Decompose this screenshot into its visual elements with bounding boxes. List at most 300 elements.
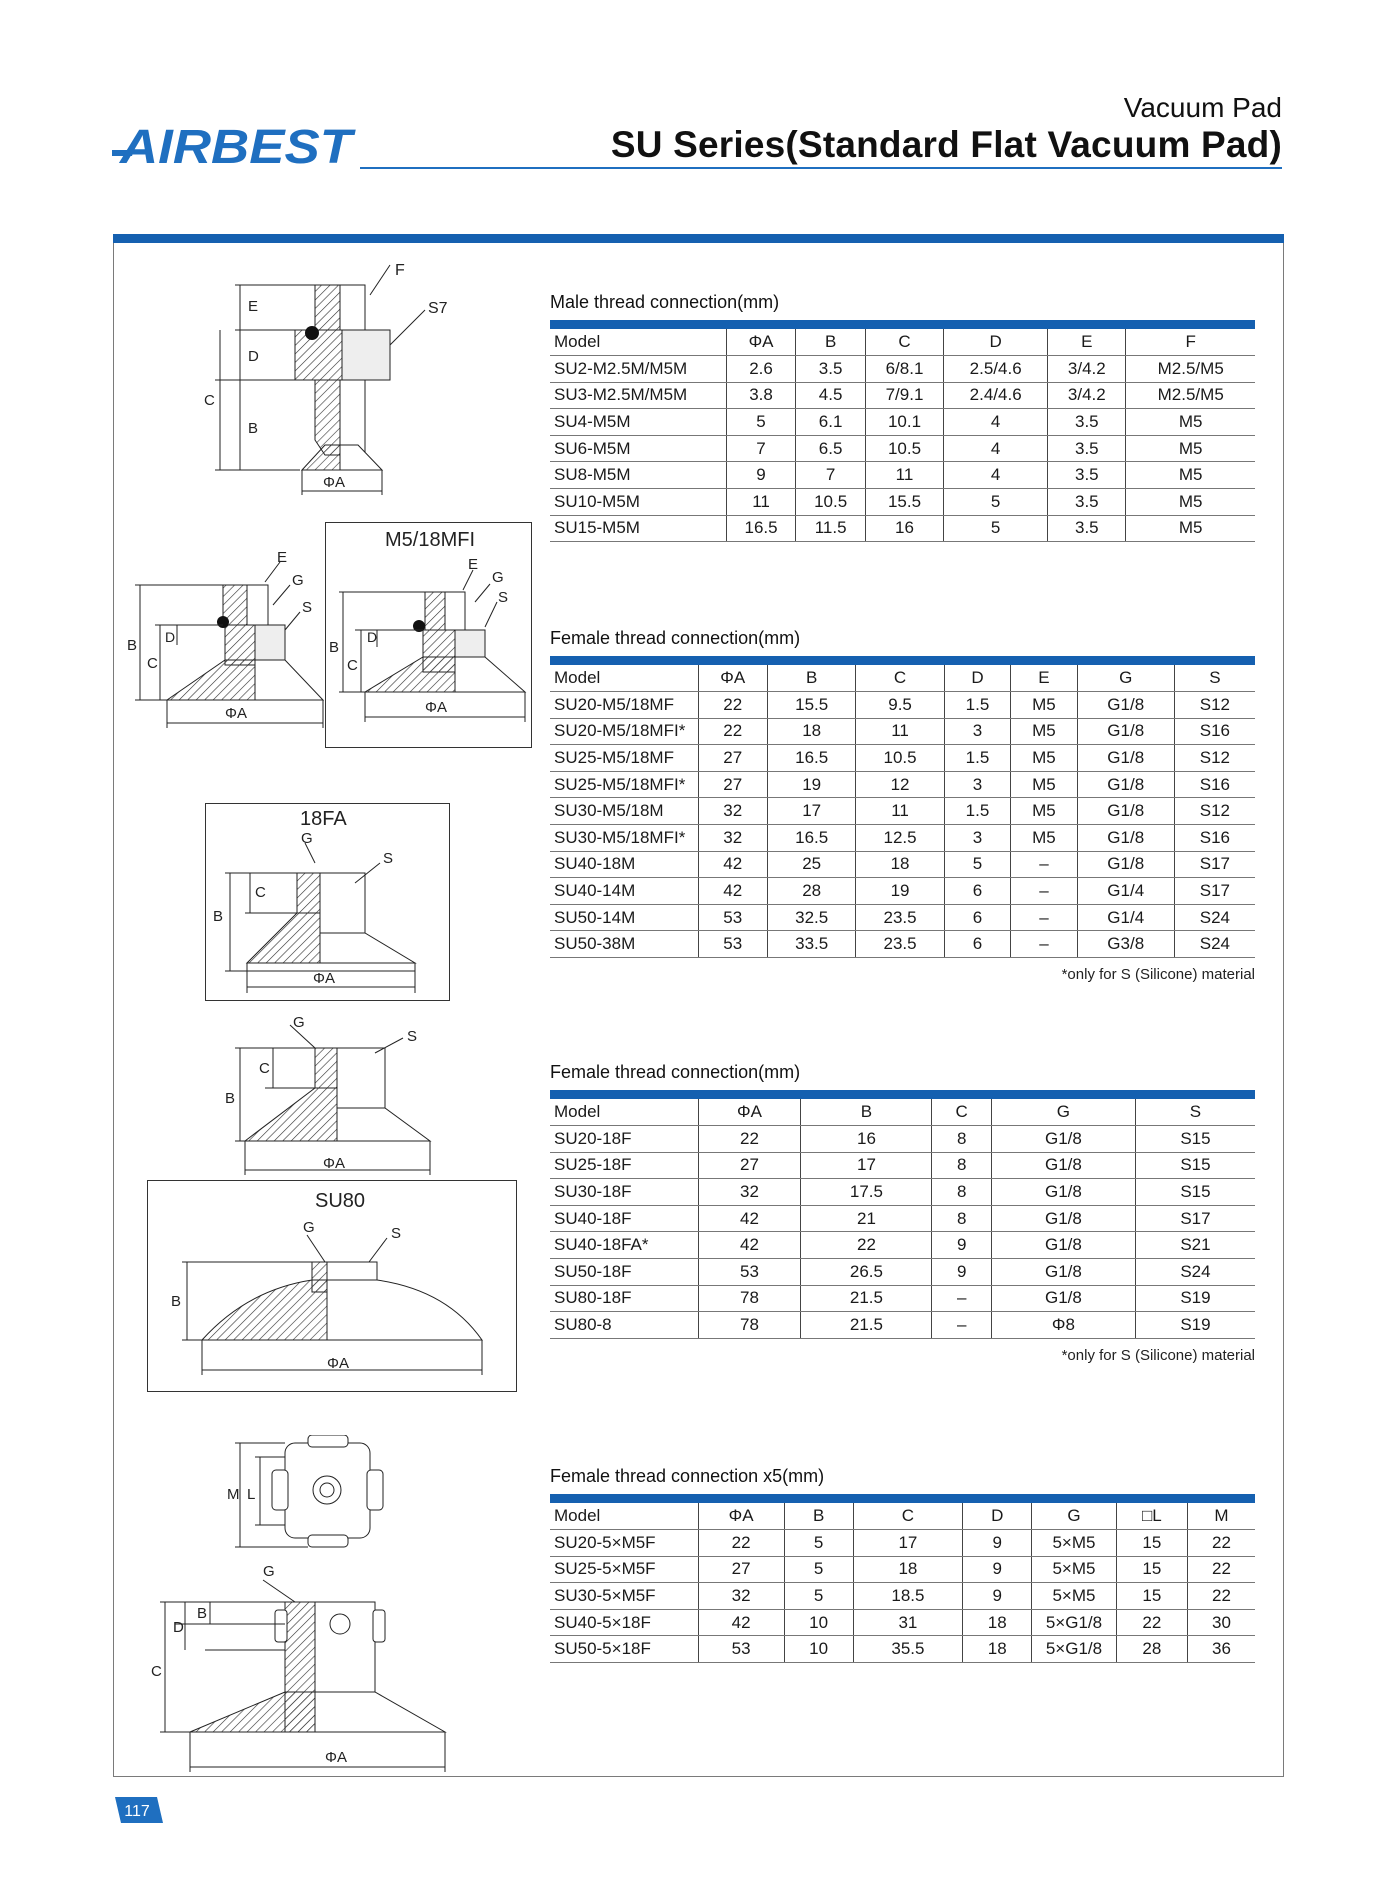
table-cell: S12	[1174, 798, 1255, 825]
table-cell: SU20-5×M5F	[550, 1530, 698, 1557]
table-cell: 5×M5	[1032, 1530, 1117, 1557]
table-cell: 7/9.1	[865, 382, 943, 409]
table-cell: 2.6	[726, 356, 796, 383]
table-cell: 10.5	[856, 745, 944, 772]
table-cell: SU80-18F	[550, 1285, 698, 1312]
table-cell: SU8-M5M	[550, 462, 726, 489]
column-header: F	[1126, 329, 1255, 356]
column-header: B	[796, 329, 866, 356]
table-cell: 19	[856, 878, 944, 905]
label-L: L	[247, 1486, 256, 1503]
table-row	[550, 692, 1255, 719]
table-cell: SU3-M2.5M/M5M	[550, 382, 726, 409]
column-header: Model	[550, 329, 726, 356]
table-cell: 17.5	[801, 1179, 932, 1206]
table-cell: SU20-18F	[550, 1126, 698, 1153]
spec-table	[550, 329, 1255, 542]
column-header: Model	[550, 1099, 698, 1126]
label-B: B	[213, 908, 224, 925]
table-cell: M5	[1011, 745, 1077, 772]
label-B: B	[329, 639, 340, 656]
table-cell: SU40-18F	[550, 1205, 698, 1232]
table-cell: 53	[698, 1636, 784, 1663]
table-cell: 11.5	[796, 515, 866, 542]
header-subtitle: Vacuum Pad	[1123, 92, 1282, 123]
label-S: S	[498, 589, 509, 606]
table-cell: 16.5	[767, 745, 855, 772]
label-G: G	[293, 1014, 305, 1031]
table-cell: S19	[1135, 1285, 1255, 1312]
table-cell: 32	[698, 1583, 784, 1610]
table-cell: SU6-M5M	[550, 435, 726, 462]
table-cell: 7	[796, 462, 866, 489]
label-D: D	[173, 1619, 184, 1636]
table-cell: 78	[698, 1312, 801, 1339]
table-cell: SU25-M5/18MFI*	[550, 771, 698, 798]
table-cell: 22	[1116, 1609, 1187, 1636]
page-number-badge	[115, 1797, 163, 1823]
table-cell: 8	[932, 1126, 991, 1153]
drawing-title: SU80	[315, 1190, 366, 1212]
table-cell: –	[1011, 878, 1077, 905]
column-header: D	[963, 1503, 1032, 1530]
table-cell: 18	[767, 718, 855, 745]
section-title: Male thread connection(mm)	[550, 292, 780, 312]
column-header: D	[944, 329, 1048, 356]
spec-table	[550, 1503, 1255, 1663]
table-cell: 27	[698, 771, 767, 798]
table-cell: 16	[865, 515, 943, 542]
table-cell: 3.5	[1048, 462, 1126, 489]
table-cell: 5×M5	[1032, 1556, 1117, 1583]
table-cell: SU20-M5/18MFI*	[550, 718, 698, 745]
table-cell: M5	[1011, 771, 1077, 798]
table-cell: 23.5	[856, 931, 944, 958]
column-header: ΦA	[726, 329, 796, 356]
table-cell: 7	[726, 435, 796, 462]
table-cell: G1/4	[1077, 878, 1174, 905]
table-cell: M5	[1126, 462, 1255, 489]
table-cell: 9	[963, 1556, 1032, 1583]
table-cell: 10.1	[865, 409, 943, 436]
table-cell: 22	[698, 692, 767, 719]
table-cell: 8	[932, 1179, 991, 1206]
table-cell: 5	[784, 1583, 853, 1610]
table-cell: SU80-8	[550, 1312, 698, 1339]
column-header: ΦA	[698, 1503, 784, 1530]
table-cell: M5	[1011, 692, 1077, 719]
table-row	[550, 931, 1255, 958]
table-row	[550, 771, 1255, 798]
table-cell: 28	[1116, 1636, 1187, 1663]
label-C: C	[347, 657, 358, 674]
table-cell: 10.5	[865, 435, 943, 462]
logo-text: AIRBEST	[118, 121, 357, 170]
table-row	[550, 489, 1255, 516]
table-cell: S15	[1135, 1152, 1255, 1179]
table-cell: 9	[932, 1232, 991, 1259]
table-row	[550, 462, 1255, 489]
frame-top-bar	[113, 234, 1284, 243]
table-cell: 22	[698, 1530, 784, 1557]
table-header-row	[550, 1099, 1255, 1126]
drawing-title: M5/18MFI	[385, 529, 476, 551]
table-cell: 31	[853, 1609, 963, 1636]
table-cell: –	[1011, 904, 1077, 931]
label-E: E	[248, 298, 259, 315]
table-cell: S16	[1174, 718, 1255, 745]
table-cell: 15	[1116, 1556, 1187, 1583]
table-cell: S21	[1135, 1232, 1255, 1259]
table-cell: 42	[698, 1609, 784, 1636]
table-row	[550, 798, 1255, 825]
table-cell: 22	[1188, 1556, 1256, 1583]
table-cell: 12.5	[856, 825, 944, 852]
label-G: G	[263, 1563, 275, 1580]
table-cell: S24	[1174, 931, 1255, 958]
section-female-thread-1	[550, 624, 1255, 983]
table-cell: G1/8	[991, 1179, 1135, 1206]
table-row	[550, 1232, 1255, 1259]
table-cell: M5	[1126, 489, 1255, 516]
drawing-male-thread	[190, 255, 460, 505]
table-cell: 6	[944, 931, 1010, 958]
table-cell: 6.5	[796, 435, 866, 462]
label-F: F	[395, 262, 405, 279]
column-header: Model	[550, 1503, 698, 1530]
label-S7: S7	[428, 300, 448, 317]
table-cell: 16.5	[767, 825, 855, 852]
table-cell: 4	[944, 462, 1048, 489]
label-S: S	[407, 1028, 418, 1045]
label-E: E	[468, 556, 479, 573]
table-cell: SU10-M5M	[550, 489, 726, 516]
label-C: C	[255, 884, 266, 901]
table-cell: 18.5	[853, 1583, 963, 1610]
table-cell: S19	[1135, 1312, 1255, 1339]
drawing-female-mf	[125, 550, 330, 740]
column-header: B	[784, 1503, 853, 1530]
label-phiA: ΦA	[323, 1155, 345, 1172]
table-cell: 5	[944, 851, 1010, 878]
table-cell: M5	[1011, 718, 1077, 745]
table-cell: S15	[1135, 1179, 1255, 1206]
table-row	[550, 435, 1255, 462]
table-cell: 17	[767, 798, 855, 825]
table-cell: 18	[853, 1556, 963, 1583]
table-cell: 5	[784, 1530, 853, 1557]
table-cell: 3.5	[1048, 409, 1126, 436]
table-cell: SU4-M5M	[550, 409, 726, 436]
table-note: *only for S (Silicone) material	[1061, 966, 1255, 984]
table-cell: M5	[1126, 515, 1255, 542]
table-row	[550, 409, 1255, 436]
table-cell: SU30-M5/18MFI*	[550, 825, 698, 852]
spec-table	[550, 665, 1255, 958]
drawing-x5-side-view	[145, 1562, 465, 1777]
table-cell: SU50-5×18F	[550, 1636, 698, 1663]
table-row	[550, 825, 1255, 852]
table-cell: 6.1	[796, 409, 866, 436]
label-D: D	[165, 629, 176, 645]
column-header: C	[932, 1099, 991, 1126]
table-cell: SU30-M5/18M	[550, 798, 698, 825]
table-cell: S16	[1174, 825, 1255, 852]
table-cell: 23.5	[856, 904, 944, 931]
header-rule	[360, 167, 1282, 169]
table-cell: 11	[726, 489, 796, 516]
table-cell: 53	[698, 931, 767, 958]
table-cell: G1/8	[1077, 745, 1174, 772]
table-cell: 35.5	[853, 1636, 963, 1663]
table-cell: S16	[1174, 771, 1255, 798]
label-G: G	[301, 830, 313, 847]
table-cell: SU30-18F	[550, 1179, 698, 1206]
table-cell: 3.5	[1048, 515, 1126, 542]
table-cell: 3/4.2	[1048, 382, 1126, 409]
table-cell: 21	[801, 1205, 932, 1232]
table-cell: 5×G1/8	[1032, 1609, 1117, 1636]
table-cell: SU40-18FA*	[550, 1232, 698, 1259]
table-row	[550, 745, 1255, 772]
section-title: Female thread connection x5(mm)	[550, 1466, 825, 1486]
label-S: S	[383, 850, 394, 867]
label-D: D	[248, 348, 259, 365]
table-cell: S17	[1174, 851, 1255, 878]
table-cell: 3	[944, 771, 1010, 798]
airbest-logo	[112, 118, 357, 170]
table-cell: SU50-14M	[550, 904, 698, 931]
table-cell: 22	[801, 1232, 932, 1259]
table-cell: M5	[1126, 435, 1255, 462]
table-cell: 3	[944, 718, 1010, 745]
table-cell: 26.5	[801, 1259, 932, 1286]
table-row	[550, 1285, 1255, 1312]
table-cell: M5	[1011, 798, 1077, 825]
table-cell: 32.5	[767, 904, 855, 931]
table-cell: 9	[963, 1530, 1032, 1557]
table-cell: 3.5	[1048, 435, 1126, 462]
table-cell: G1/4	[1077, 904, 1174, 931]
column-header: G	[991, 1099, 1135, 1126]
table-cell: 3.8	[726, 382, 796, 409]
column-header: G	[1077, 665, 1174, 692]
table-cell: 42	[698, 851, 767, 878]
table-cell: M2.5/M5	[1126, 356, 1255, 383]
table-cell: SU40-18M	[550, 851, 698, 878]
page-title: SU Series(Standard Flat Vacuum Pad)	[610, 124, 1282, 165]
table-cell: S17	[1174, 878, 1255, 905]
label-G: G	[303, 1219, 315, 1236]
table-row	[550, 851, 1255, 878]
section-title: Female thread connection(mm)	[550, 1062, 801, 1082]
section-bar	[550, 1494, 1255, 1503]
table-cell: 9	[726, 462, 796, 489]
table-cell: 32	[698, 825, 767, 852]
table-cell: SU25-M5/18MF	[550, 745, 698, 772]
table-cell: 53	[698, 904, 767, 931]
table-cell: G1/8	[991, 1259, 1135, 1286]
table-cell: 32	[698, 1179, 801, 1206]
table-cell: G1/8	[1077, 851, 1174, 878]
table-cell: 19	[767, 771, 855, 798]
table-cell: 10.5	[796, 489, 866, 516]
table-row	[550, 1312, 1255, 1339]
table-cell: 1.5	[944, 745, 1010, 772]
table-cell: 5	[944, 489, 1048, 516]
table-row	[550, 878, 1255, 905]
table-cell: 42	[698, 878, 767, 905]
label-phiA: ΦA	[327, 1355, 349, 1372]
label-S: S	[391, 1225, 402, 1242]
table-cell: 21.5	[801, 1312, 932, 1339]
table-row	[550, 515, 1255, 542]
table-cell: –	[1011, 931, 1077, 958]
table-cell: 12	[856, 771, 944, 798]
column-header: E	[1011, 665, 1077, 692]
table-cell: 15	[1116, 1530, 1187, 1557]
label-G: G	[292, 572, 304, 589]
drawing-18fa	[205, 803, 450, 1001]
table-cell: G1/8	[991, 1205, 1135, 1232]
table-cell: 33.5	[767, 931, 855, 958]
table-cell: SU2-M2.5M/M5M	[550, 356, 726, 383]
table-cell: 3.5	[796, 356, 866, 383]
table-cell: 22	[698, 1126, 801, 1153]
label-B: B	[197, 1605, 208, 1622]
section-title: Female thread connection(mm)	[550, 628, 801, 648]
column-header: Model	[550, 665, 698, 692]
table-cell: 16	[801, 1126, 932, 1153]
table-cell: M5	[1011, 825, 1077, 852]
table-cell: 1.5	[944, 798, 1010, 825]
column-header: C	[856, 665, 944, 692]
table-cell: S24	[1174, 904, 1255, 931]
label-B: B	[248, 420, 259, 437]
table-cell: 5×M5	[1032, 1583, 1117, 1610]
table-cell: G1/8	[1077, 825, 1174, 852]
table-cell: 32	[698, 798, 767, 825]
table-cell: 4.5	[796, 382, 866, 409]
drawing-title: 18FA	[300, 808, 347, 830]
column-header: B	[767, 665, 855, 692]
table-row	[550, 1583, 1255, 1610]
table-cell: 17	[801, 1152, 932, 1179]
table-cell: S15	[1135, 1126, 1255, 1153]
table-row	[550, 1205, 1255, 1232]
table-row	[550, 382, 1255, 409]
table-cell: 5×G1/8	[1032, 1636, 1117, 1663]
table-cell: 42	[698, 1205, 801, 1232]
label-B: B	[171, 1293, 182, 1310]
table-cell: 10	[784, 1609, 853, 1636]
section-bar	[550, 656, 1255, 665]
drawing-x5-top-view	[225, 1435, 445, 1555]
table-cell: 16.5	[726, 515, 796, 542]
table-cell: 3.5	[1048, 489, 1126, 516]
section-bar	[550, 320, 1255, 329]
column-header: ΦA	[698, 665, 767, 692]
label-D: D	[367, 629, 378, 645]
table-cell: 22	[698, 718, 767, 745]
table-cell: 78	[698, 1285, 801, 1312]
table-cell: 9	[963, 1583, 1032, 1610]
table-cell: 4	[944, 409, 1048, 436]
table-cell: 5	[944, 515, 1048, 542]
label-phiA: ΦA	[323, 474, 345, 491]
table-cell: 1.5	[944, 692, 1010, 719]
table-cell: 10	[784, 1636, 853, 1663]
label-C: C	[204, 392, 215, 409]
table-cell: 11	[856, 798, 944, 825]
table-cell: M2.5/M5	[1126, 382, 1255, 409]
table-cell: S12	[1174, 692, 1255, 719]
table-cell: S24	[1135, 1259, 1255, 1286]
table-cell: 25	[767, 851, 855, 878]
table-cell: Φ8	[991, 1312, 1135, 1339]
table-cell: 42	[698, 1232, 801, 1259]
table-cell: 5	[784, 1556, 853, 1583]
table-cell: 6	[944, 878, 1010, 905]
table-cell: SU40-14M	[550, 878, 698, 905]
column-header: S	[1135, 1099, 1255, 1126]
label-B: B	[225, 1090, 236, 1107]
column-header: G	[1032, 1503, 1117, 1530]
drawing-m5-18mfi	[325, 522, 532, 748]
table-cell: G1/8	[991, 1126, 1135, 1153]
label-M: M	[227, 1486, 240, 1503]
table-cell: 9	[932, 1259, 991, 1286]
section-bar	[550, 1090, 1255, 1099]
table-cell: G1/8	[1077, 798, 1174, 825]
table-cell: SU30-5×M5F	[550, 1583, 698, 1610]
table-cell: 15.5	[865, 489, 943, 516]
table-cell: SU40-5×18F	[550, 1609, 698, 1636]
column-header: E	[1048, 329, 1126, 356]
label-E: E	[277, 550, 288, 566]
table-cell: 28	[767, 878, 855, 905]
table-cell: 3/4.2	[1048, 356, 1126, 383]
table-cell: G1/8	[991, 1285, 1135, 1312]
table-row	[550, 1636, 1255, 1663]
table-row	[550, 356, 1255, 383]
table-cell: 15.5	[767, 692, 855, 719]
table-cell: 22	[1188, 1583, 1256, 1610]
table-cell: 21.5	[801, 1285, 932, 1312]
page-number: 117	[124, 1803, 150, 1820]
column-header: □L	[1116, 1503, 1187, 1530]
table-row	[550, 1609, 1255, 1636]
table-cell: G1/8	[1077, 718, 1174, 745]
table-cell: –	[1011, 851, 1077, 878]
table-row	[550, 1179, 1255, 1206]
table-cell: G1/8	[1077, 771, 1174, 798]
table-cell: 3	[944, 825, 1010, 852]
table-cell: G1/8	[991, 1232, 1135, 1259]
label-phiA: ΦA	[313, 970, 335, 987]
column-header: S	[1174, 665, 1255, 692]
table-cell: G3/8	[1077, 931, 1174, 958]
label-C: C	[259, 1060, 270, 1077]
table-cell: 5	[726, 409, 796, 436]
table-cell: G1/8	[991, 1152, 1135, 1179]
label-G: G	[492, 569, 504, 586]
table-row	[550, 1259, 1255, 1286]
column-header: D	[944, 665, 1010, 692]
table-cell: 27	[698, 745, 767, 772]
table-cell: 6/8.1	[865, 356, 943, 383]
table-cell: 18	[856, 851, 944, 878]
